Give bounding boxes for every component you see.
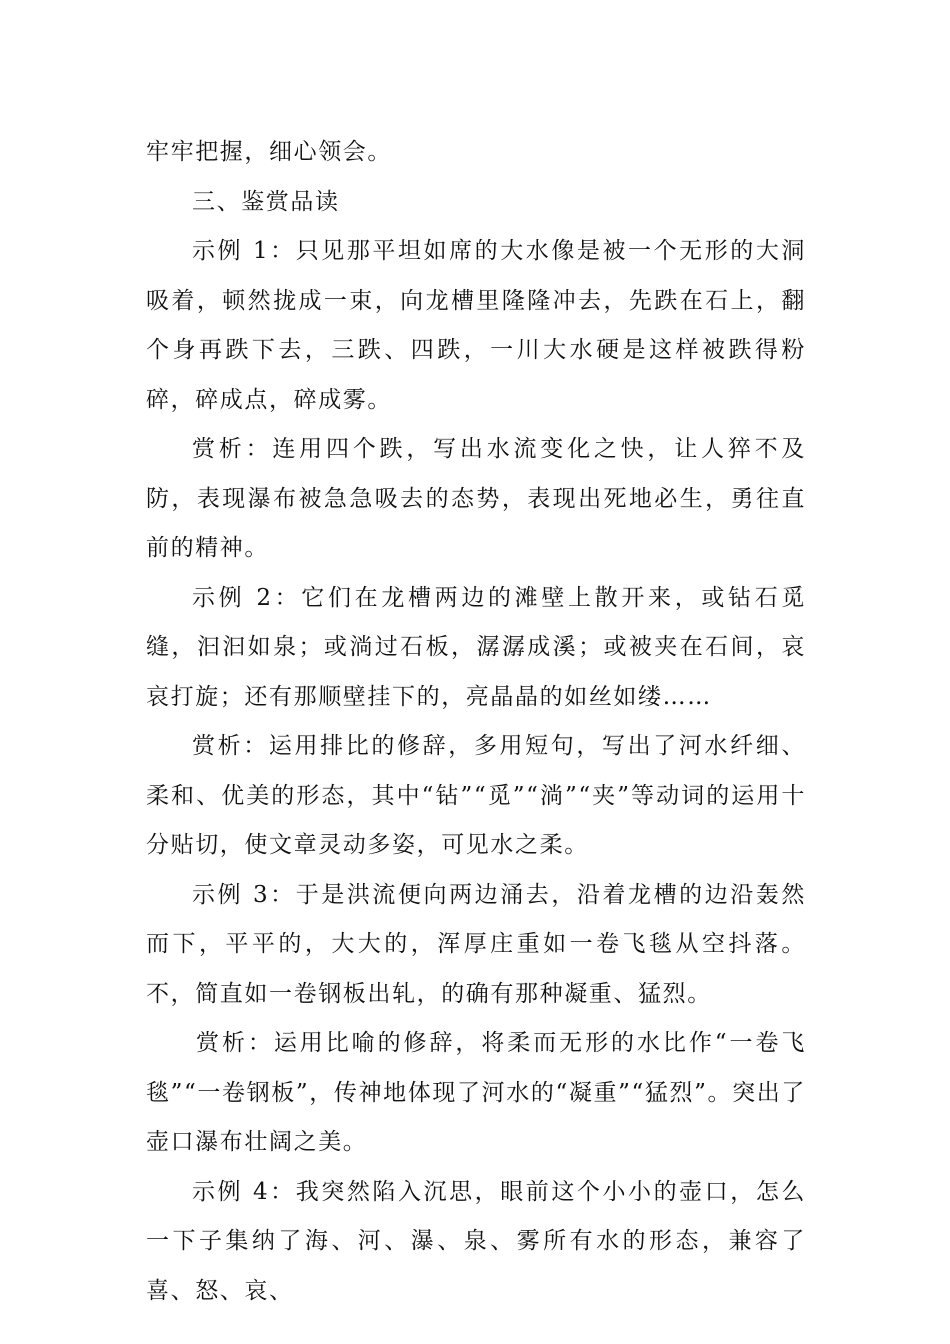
analysis-1-paragraph: 赏析：连用四个跌，写出水流变化之快，让人猝不及防，表现瀑布被急急吸去的态势，表现出死地必生，勇往直前的精神。	[146, 436, 806, 561]
section-heading: 三、鉴赏品读	[192, 188, 340, 215]
paragraph-continuation: 牢牢把握，细心领会。	[146, 139, 392, 165]
analysis-2-paragraph: 赏析：运用排比的修辞，多用短句，写出了河水纤细、柔和、优美的形态，其中“钻”“觅”“淌”“夹”等动词的运用十分贴切，使文章灵动多姿，可见水之柔。	[146, 733, 806, 858]
example-1-paragraph: 示例 1：只见那平坦如席的大水像是被一个无形的大洞吸着，顿然拢成一束，向龙槽里隆隆冲去，先跌在石上，翻个身再跌下去，三跌、四跌，一川大水硬是这样被跌得粉碎，碎成点，碎成雾。	[146, 238, 806, 413]
analysis-3-paragraph: 赏析：运用比喻的修辞，将柔而无形的水比作“一卷飞毯”“一卷钢板”，传神地体现了河水的“凝重”“猛烈”。突出了壶口瀑布壮阔之美。	[146, 1030, 806, 1155]
example-2-paragraph: 示例 2：它们在龙槽两边的滩壁上散开来，或钻石觅缝，汩汩如泉；或淌过石板，潺潺成溪；或被夹在石间，哀哀打旋；还有那顺壁挂下的，亮晶晶的如丝如缕……	[146, 584, 806, 710]
example-4-paragraph: 示例 4：我突然陷入沉思，眼前这个小小的壶口，怎么一下子集纳了海、河、瀑、泉、雾所有水的形态，兼容了喜、怒、哀、	[146, 1178, 806, 1304]
document-body	[146, 128, 806, 1316]
example-3-paragraph: 示例 3：于是洪流便向两边涌去，沿着龙槽的边沿轰然而下，平平的，大大的，浑厚庄重如一卷飞毯从空抖落。不，简直如一卷钢板出轧，的确有那种凝重、猛烈。	[146, 881, 806, 1007]
